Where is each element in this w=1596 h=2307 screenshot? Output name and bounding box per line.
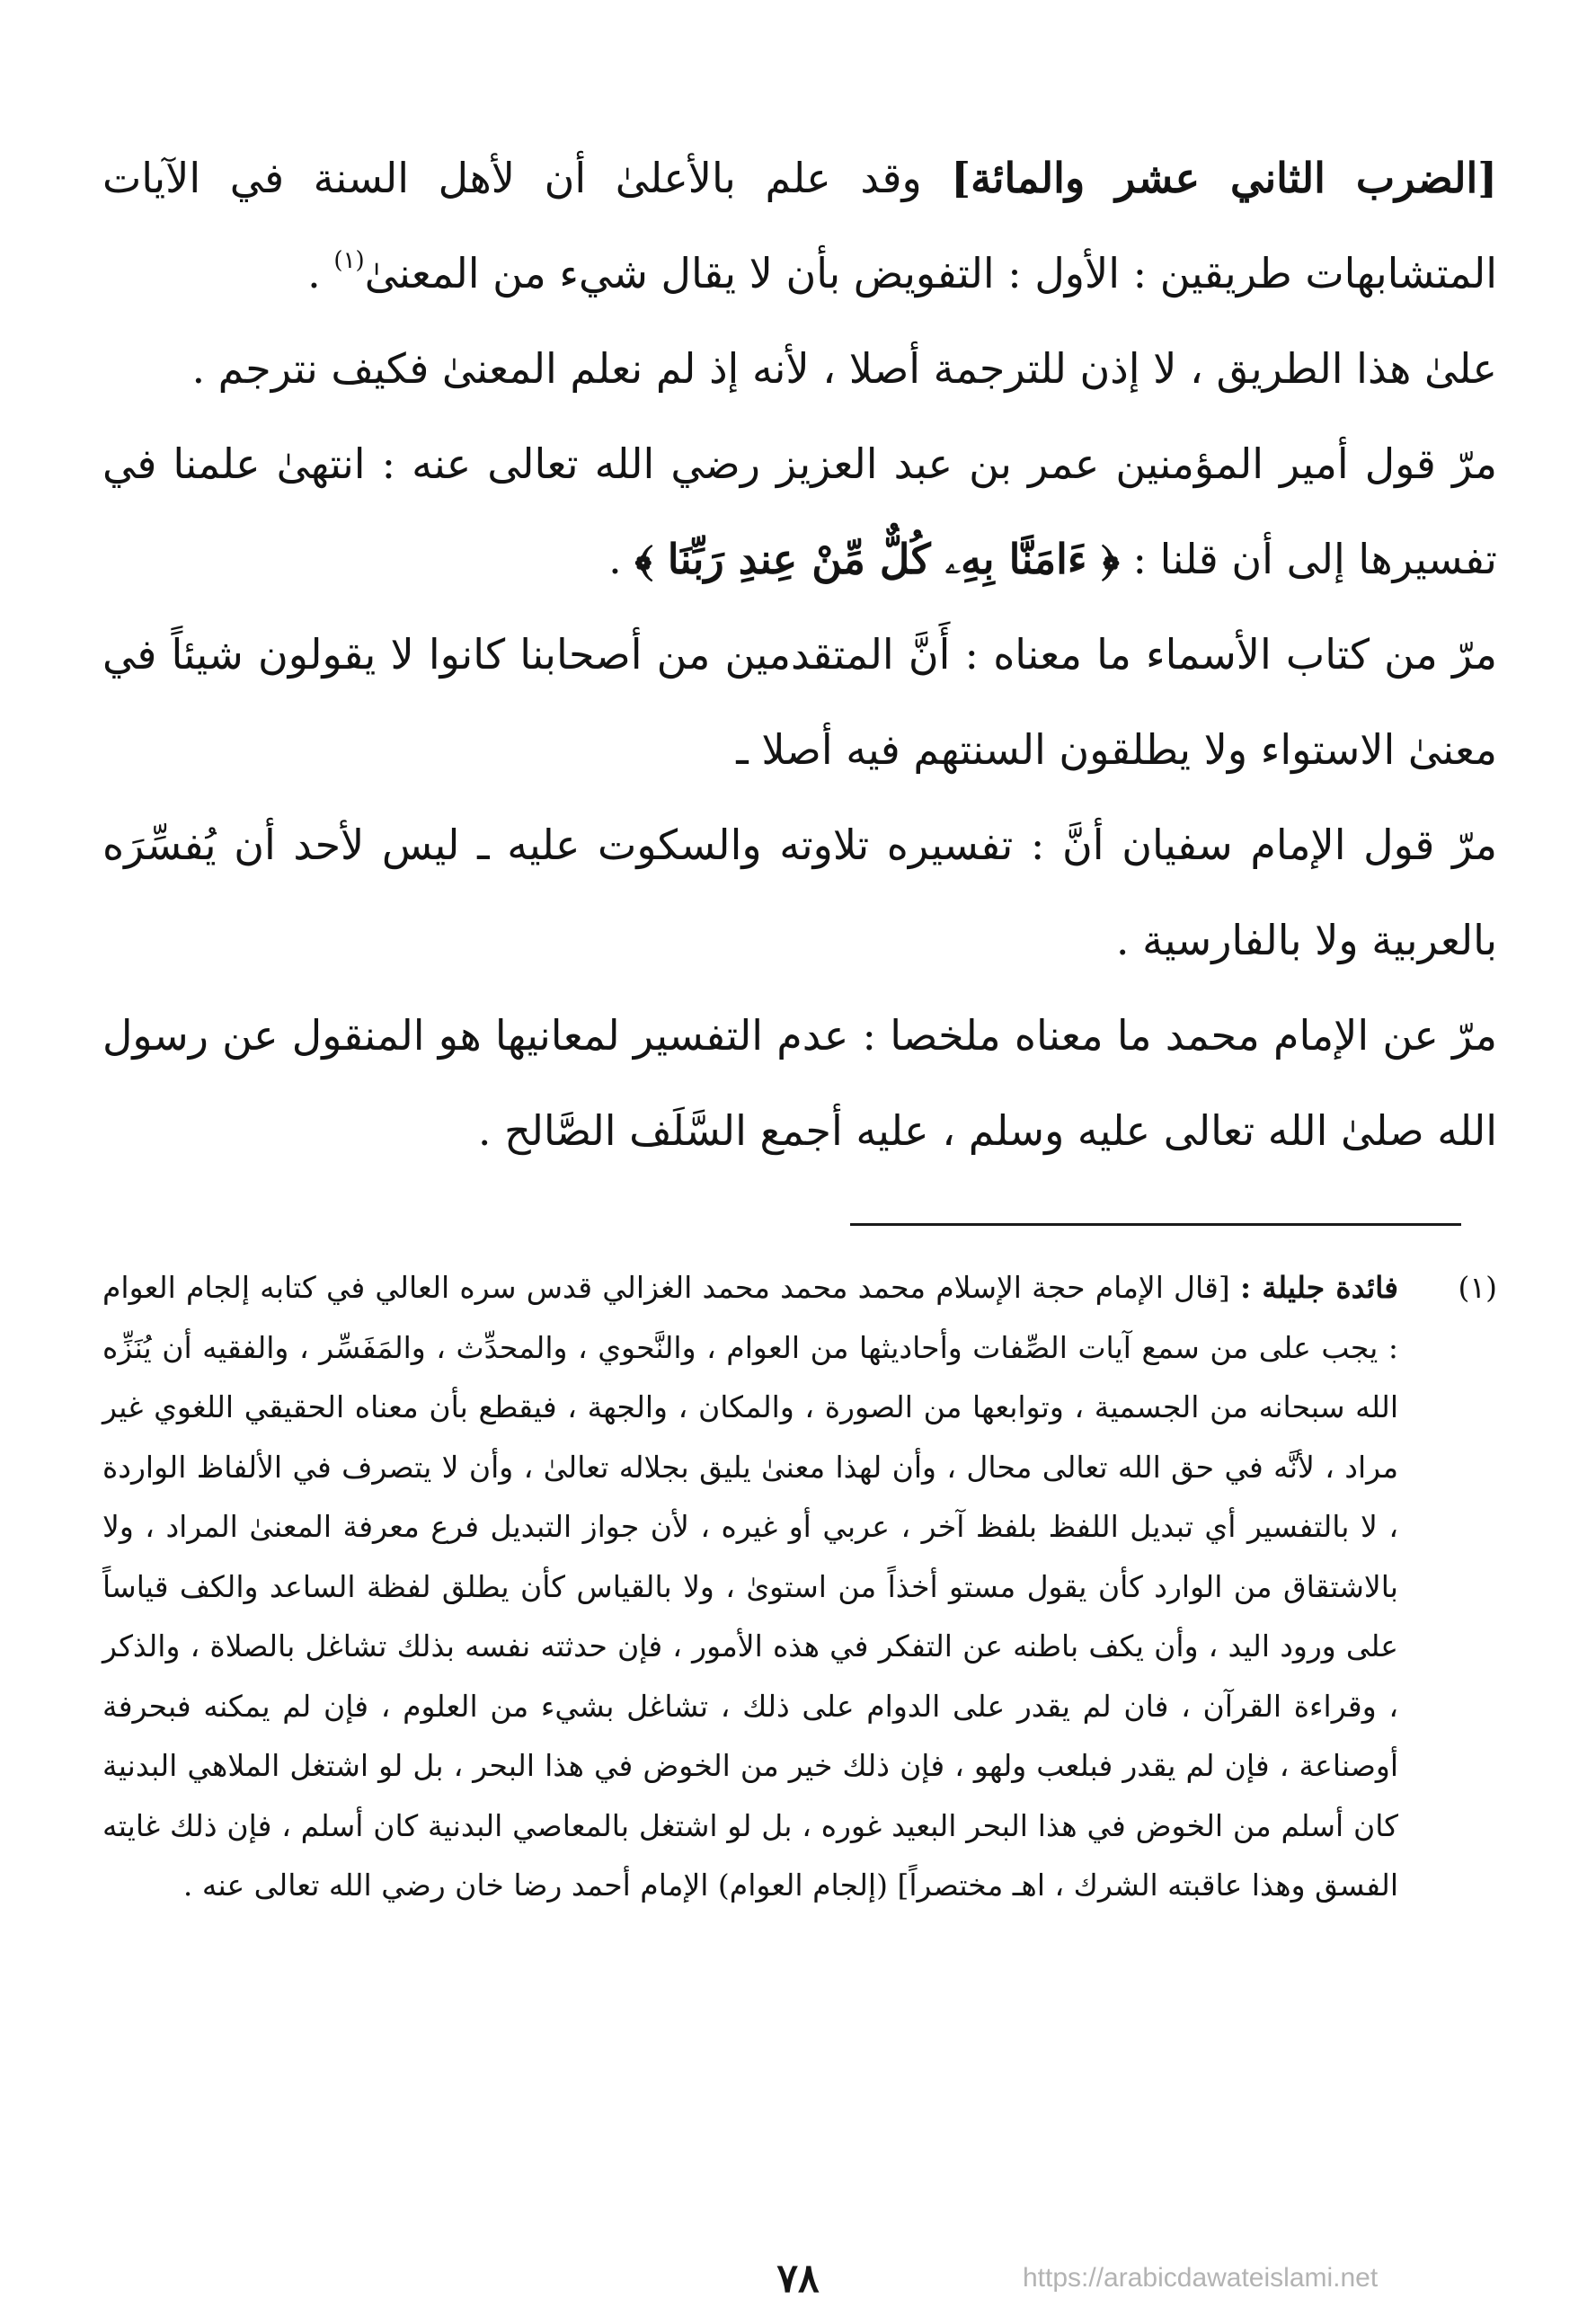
- paragraph-3: [102, 416, 1497, 607]
- footnote-reference[interactable]: (١): [333, 247, 365, 274]
- paragraph-2: علىٰ هذا الطريق ، لا إذن للترجمة أصلا ، لأنه إذ لم نعلم المعنىٰ فكيف نترجم .: [191, 344, 1497, 393]
- watermark-url: https://arabicdawateislami.net: [1023, 2263, 1379, 2293]
- paragraph-6: مرّ عن الإمام محمد ما معناه ملخصا : عدم التفسير لمعانيها هو المنقول عن رسول الله صلىٰ الله تعالى عليه وسلم ، عليه أجمع السَّلَف الصَّالح .: [102, 1011, 1497, 1155]
- paragraph-4: مرّ من كتاب الأسماء ما معناه : أَنَّ المتقدمين من أصحابنا كانوا لا يقولون شيئاً في معنىٰ الاستواء ولا يطلقون السنتهم فيه أصلا ـ: [102, 630, 1497, 774]
- paragraph-1-text: وقد علم بالأعلىٰ أن لأهل السنة في الآيات المتشابهات طريقين : الأول : التفويض بأن لا يقال شيء من المعنىٰ: [102, 154, 1497, 297]
- quran-quote: ﴿ ءَامَنَّا بِهِۦ كُلٌّ مِّنْ عِندِ رَبِّنَا ﴾: [634, 535, 1120, 583]
- page-number: ٧٨: [776, 2256, 820, 2302]
- footnote-title: فائدة جليلة :: [1239, 1270, 1399, 1305]
- section-heading: [الضرب الثاني عشر والمائة]: [951, 154, 1497, 202]
- footnote: [102, 1258, 1497, 1916]
- paragraph-1-end: .: [307, 249, 334, 297]
- footnote-body: [102, 1258, 1398, 1916]
- footnote-number: (١): [1458, 1270, 1497, 1305]
- paragraph-3-end: .: [608, 535, 635, 583]
- footnote-text: [قال الإمام حجة الإسلام محمد محمد محمد الغزالي قدس سره العالي في كتابه إلجام العوام : يجب على من سمع آيات الصِّفات وأحاديثها من العوام ، والنَّحوي ، والمحدِّث ، والمَفَسِّر ، والفقيه أن يُنَزِّه الله سبحانه من الجسمية ، وتوابعها من الصورة ، والمكان ، والجهة ، فيقطع بأن معناه الحقيقي اللغوي غير مراد ، لأنَّه في حق الله تعالى محال ، وأن لهذا معنىٰ يليق بجلاله تعالىٰ ، وأن لا يتصرف في الألفاظ الواردة ، لا بالتفسير أي تبديل اللفظ بلفظ آخر ، عربي أو غيره ، لأن جواز التبديل فرع معرفة المعنىٰ المراد ، ولا بالاشتقاق من الوارد كأن يقول مستو أخذاً من استوىٰ ، ولا بالقياس كأن يطلق لفظة الساعد والكف قياساً على ورود اليد ، وأن يكف باطنه عن التفكر في هذه الأمور ، فإن حدثته نفسه بذلك تشاغل بالصلاة ، والذكر ، وقراءة القرآن ، فان لم يقدر على الدوام على ذلك ، تشاغل بشيء من العلوم ، فإن لم يمكنه فبحرفة أوصناعة ، فإن لم يقدر فبلعب ولهو ، فإن ذلك خير من الخوض في هذا البحر ، بل لو اشتغل الملاهي البدنية كان أسلم من الخوض في هذا البحر البعيد غوره ، بل لو اشتغل بالمعاصي البدنية كان أسلم ، فإن ذلك غايته الفسق وهذا عاقبته الشرك ، اهـ مختصراً] (إلجام العوام) الإمام أحمد رضا خان رضي الله تعالى عنه .: [102, 1270, 1398, 1903]
- main-text: [102, 130, 1497, 1178]
- paragraph-5: مرّ قول الإمام سفيان أنَّ : تفسيره تلاوته والسكوت عليه ـ ليس لأحد أن يُفسِّرَه بالعربية ولا بالفارسية .: [102, 821, 1497, 964]
- paragraph-3-text: مرّ قول أمير المؤمنين عمر بن عبد العزيز رضي الله تعالى عنه : انتهىٰ علمنا في تفسيرها إلى أن قلنا :: [102, 439, 1497, 583]
- paragraph-1: [102, 130, 1497, 321]
- footnote-separator: [850, 1223, 1461, 1226]
